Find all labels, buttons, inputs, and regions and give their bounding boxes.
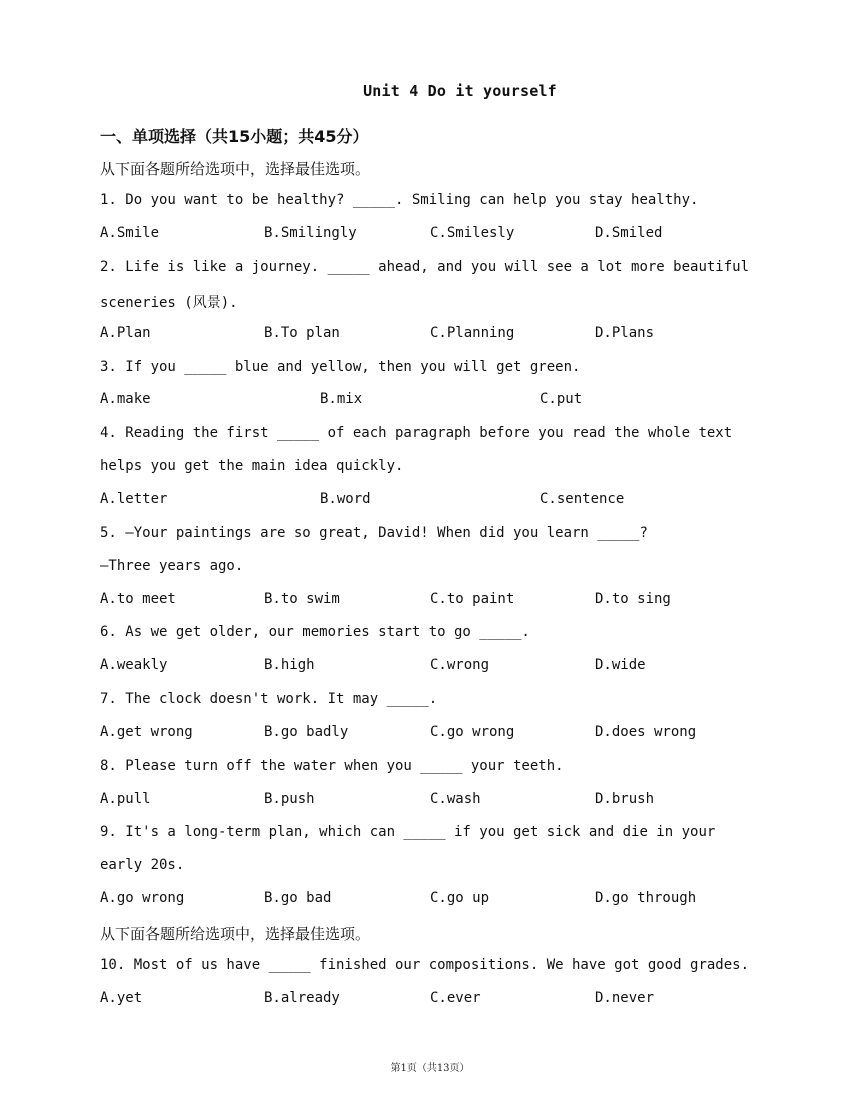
question-5-option-b: B.to swim	[264, 591, 340, 607]
question-6-option-d: D.wide	[595, 657, 646, 673]
question-1-option-b: B.Smilingly	[264, 225, 357, 241]
question-5-option-a: A.to meet	[100, 591, 176, 607]
question-9-option-a: A.go wrong	[100, 890, 185, 906]
question-8-option-d: D.brush	[595, 791, 655, 807]
question-5-text-cont: —Three years ago.	[100, 558, 244, 574]
question-10-option-b: B.already	[264, 990, 340, 1006]
question-8-option-a: A.pull	[100, 791, 151, 807]
page-footer: 第1页（共13页）	[390, 1063, 470, 1074]
question-2-text-cont: sceneries (风景).	[100, 295, 238, 311]
question-4-text-cont: helps you get the main idea quickly.	[100, 458, 404, 474]
question-7-option-b: B.go badly	[264, 724, 349, 740]
section-heading: 一、单项选择（共15小题；共45分）	[100, 127, 369, 146]
question-3-option-b: B.mix	[320, 391, 363, 407]
question-2-option-c: C.Planning	[430, 325, 515, 341]
question-1-option-a: A.Smile	[100, 225, 160, 241]
section-instruction: 从下面各题所给选项中，选择最佳选项。	[100, 160, 371, 178]
question-5-option-c: C.to paint	[430, 591, 515, 607]
question-9-text-cont: early 20s.	[100, 857, 185, 873]
question-9-option-b: B.go bad	[264, 890, 332, 906]
question-9-text: 9. It's a long-term plan, which can _____ if you get sick and die in your	[100, 824, 716, 840]
question-6-option-b: B.high	[264, 657, 315, 673]
question-7-option-a: A.get wrong	[100, 724, 193, 740]
question-3-text: 3. If you _____ blue and yellow, then you will get green.	[100, 359, 581, 375]
question-10-text: 10. Most of us have _____ finished our compositions. We have got good grades.	[100, 957, 750, 973]
question-10-option-a: A.yet	[100, 990, 143, 1006]
question-1-option-d: D.Smiled	[595, 225, 663, 241]
question-4-option-b: B.word	[320, 491, 371, 507]
question-2-option-b: B.To plan	[264, 325, 340, 341]
question-4-option-a: A.letter	[100, 491, 168, 507]
question-5-text: 5. —Your paintings are so great, David! When did you learn _____?	[100, 525, 648, 541]
question-8-option-c: C.wash	[430, 791, 481, 807]
question-9-option-d: D.go through	[595, 890, 697, 906]
question-2-option-d: D.Plans	[595, 325, 655, 341]
question-6-option-a: A.weakly	[100, 657, 168, 673]
question-4-option-c: C.sentence	[540, 491, 625, 507]
question-5-option-d: D.to sing	[595, 591, 671, 607]
question-2-option-a: A.Plan	[100, 325, 151, 341]
question-9-option-c: C.go up	[430, 890, 490, 906]
question-4-text: 4. Reading the first _____ of each paragraph before you read the whole text	[100, 425, 733, 441]
question-8-option-b: B.push	[264, 791, 315, 807]
question-3-option-a: A.make	[100, 391, 151, 407]
question-6-option-c: C.wrong	[430, 657, 490, 673]
question-10-option-d: D.never	[595, 990, 655, 1006]
page-title: Unit 4 Do it yourself	[363, 82, 557, 100]
question-2-text: 2. Life is like a journey. _____ ahead, and you will see a lot more beautiful	[100, 259, 750, 275]
question-10-option-c: C.ever	[430, 990, 481, 1006]
question-7-option-d: D.does wrong	[595, 724, 697, 740]
question-3-option-c: C.put	[540, 391, 583, 407]
section-instruction-repeat: 从下面各题所给选项中，选择最佳选项。	[100, 925, 371, 943]
question-7-option-c: C.go wrong	[430, 724, 515, 740]
question-6-text: 6. As we get older, our memories start to go _____.	[100, 624, 530, 640]
question-8-text: 8. Please turn off the water when you _____ your teeth.	[100, 758, 564, 774]
question-7-text: 7. The clock doesn't work. It may _____.	[100, 691, 438, 707]
question-1-text: 1. Do you want to be healthy? _____. Smiling can help you stay healthy.	[100, 192, 699, 208]
question-1-option-c: C.Smilesly	[430, 225, 515, 241]
